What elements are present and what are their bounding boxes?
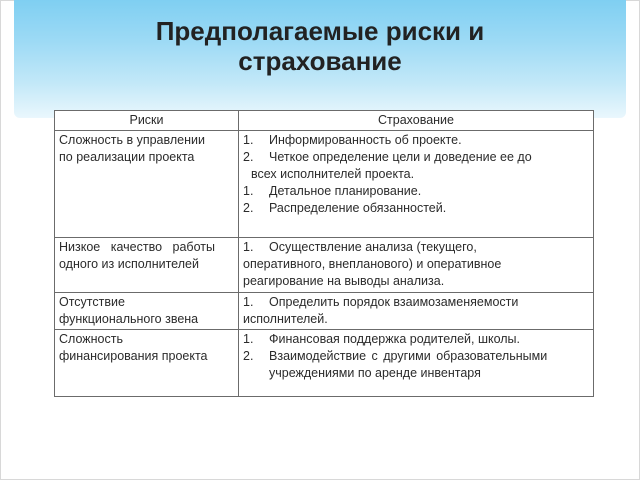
risk-text-line: финансирования проекта <box>59 349 208 363</box>
risk-text-line: функционального звена <box>59 312 199 326</box>
table-row <box>55 330 594 397</box>
measure-continuation: исполнителей. <box>243 312 328 326</box>
measure-number: 1. <box>243 332 254 346</box>
measure-continuation: реагирование на выводы анализа. <box>243 274 445 288</box>
table-row <box>55 238 594 293</box>
header-insurance: Страхование <box>239 111 594 131</box>
risk-text-line: Отсутствие <box>59 295 125 309</box>
measure-text: Взаимодействие с другими образовательными <box>269 349 548 363</box>
measure-text: Детальное планирование. <box>269 184 422 198</box>
risk-text-line: Низкое качество работы <box>59 240 215 254</box>
measure-number: 2. <box>243 349 254 363</box>
measure-number: 1. <box>243 240 254 254</box>
risk-cell <box>55 131 239 238</box>
measure-item <box>243 348 589 365</box>
risk-text-line: по реализации проекта <box>59 150 195 164</box>
measures-cell <box>239 293 594 330</box>
measure-item <box>243 132 589 149</box>
risk-insurance-table <box>54 110 594 397</box>
table-row <box>55 131 594 238</box>
risk-text-line: Сложность в управлении <box>59 133 205 147</box>
measures-cell <box>239 131 594 238</box>
title-line-2: страхование <box>238 46 402 76</box>
measures-cell <box>239 238 594 293</box>
header-risks: Риски <box>55 111 239 131</box>
measure-item <box>243 294 589 311</box>
measure-number: 2. <box>243 150 254 164</box>
measure-number: 1. <box>243 184 254 198</box>
table-row <box>55 293 594 330</box>
risk-cell <box>55 330 239 397</box>
measure-number: 2. <box>243 201 254 215</box>
title-line-1: Предполагаемые риски и <box>155 16 485 46</box>
measure-number: 1. <box>243 133 254 147</box>
risk-text-line: одного из исполнителей <box>59 257 199 271</box>
measure-text: Распределение обязанностей. <box>269 201 447 215</box>
measure-text: Осуществление анализа (текущего, <box>269 240 477 254</box>
measure-text: Финансовая поддержка родителей, школы. <box>269 332 521 346</box>
measure-number: 1. <box>243 295 254 309</box>
risk-cell <box>55 293 239 330</box>
measure-item <box>243 239 589 256</box>
risk-cell <box>55 238 239 293</box>
measure-item <box>243 200 589 217</box>
measure-item <box>243 183 589 200</box>
measure-text: Определить порядок взаимозаменяемости <box>269 295 519 309</box>
risk-text-line: Сложность <box>59 332 123 346</box>
measure-continuation: всех исполнителей проекта. <box>251 167 415 181</box>
measure-text: Четкое определение цели и доведение ее до <box>269 150 532 164</box>
measure-item <box>243 331 589 348</box>
measure-continuation: учреждениями по аренде инвентаря <box>269 366 481 380</box>
measures-cell <box>239 330 594 397</box>
table-header-row <box>55 111 594 131</box>
measure-continuation: оперативного, внепланового) и оперативное <box>243 257 502 271</box>
measure-text: Информированность об проекте. <box>269 133 462 147</box>
measure-item <box>243 149 589 166</box>
slide-title <box>60 16 580 76</box>
